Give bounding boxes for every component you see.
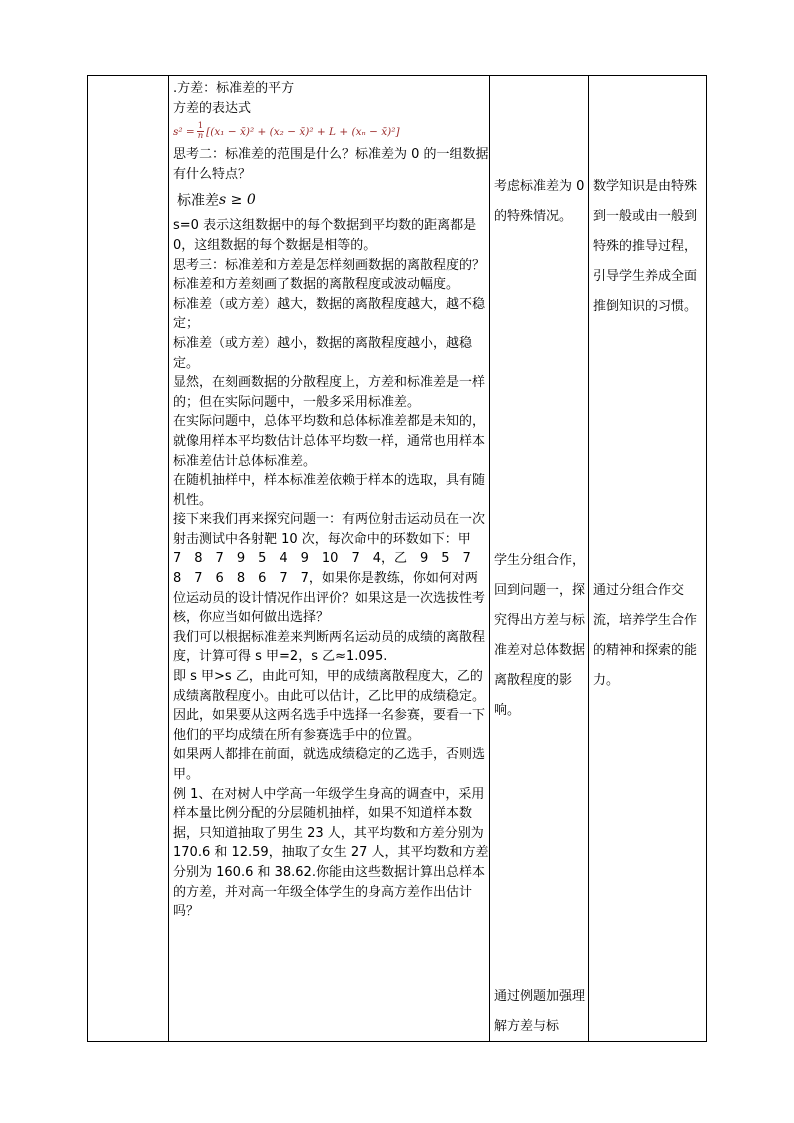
student-activity-cell <box>494 76 586 1041</box>
content-paragraph: 思考二：标准差的范围是什么？标准差为 0 的一组数据有什么特点？ <box>173 147 489 182</box>
inequality-label: 标准差 <box>177 193 219 210</box>
design-intent-text: 通过分组合作交流，培养学生合作的精神和探索的能力。 <box>593 583 698 688</box>
formula-sum: [(x₁ − x̄)² + (x₂ − x̄)² + L + (xₙ − x̄)²] <box>206 125 400 138</box>
fraction-denominator: n <box>197 131 204 142</box>
content-paragraph: 我们可以根据标准差来判断两名运动员的成绩的离散程度，计算可得 s 甲=2，s 乙≈1.095. <box>173 629 486 665</box>
student-activity-text: 考虑标准差为 0 的特殊情况。 <box>494 179 585 224</box>
design-intent-text: 数学知识是由特殊到一般或由一般到特殊的推导过程，引导学生养成全面推倒知识的习惯。 <box>593 179 698 314</box>
content-paragraph: 即 s 甲>s 乙，由此可知，甲的成绩离散程度大，乙的成绩离散程度小。由此可以估计，乙比甲的成绩稳定。 <box>173 669 486 704</box>
student-activity-text: 学生分组合作，回到问题一，探究得出方差与标准差对总体数据离散程度的影响。 <box>494 553 586 718</box>
content-paragraph: 标准差（或方差）越小，数据的离散程度越小，越稳定。 <box>173 335 473 371</box>
content-paragraph: 思考三：标准差和方差是怎样刻画数据的离散程度的？ <box>173 257 486 273</box>
variance-formula <box>173 118 489 145</box>
std-inequality <box>177 184 489 216</box>
content-paragraph: 接下来我们再来探究问题一：有两位射击运动员在一次射击测试中各射靶 10 次，每次命中的环数如下：甲 7 8 7 9 5 4 9 10 7 4，乙 9 5 7 8 7 6 8 6 7 7，如果你是教练，你如何对两位运动员的设计情况作出评价？如果这是一次选拔性考核，你应当如何做出选择？ <box>173 512 486 626</box>
inequality-math: s ≥ 0 <box>219 192 256 209</box>
student-activity-text: 通过例题加强理解方差与标 <box>494 989 586 1034</box>
content-paragraph: 在实际问题中，总体平均数和总体标准差都是未知的，就像用样本平均数估计总体平均数一样，通常也用样本标准差估计总体标准差。 <box>173 414 486 469</box>
content-paragraph: s=0 表示这组数据中的每个数据到平均数的距离都是 0，这组数据的每个数据是相等的。 <box>173 218 477 253</box>
content-paragraph: 在随机抽样中，样本标准差依赖于样本的选取，具有随机性。 <box>173 473 486 508</box>
content-paragraph: 如果两人都排在前面，就选成绩稳定的乙选手，否则选甲。 <box>173 747 486 782</box>
formula-lhs: s² = <box>173 125 195 138</box>
teaching-content-cell <box>173 76 489 1041</box>
content-paragraph: .方差：标准差的平方 <box>173 81 295 96</box>
fraction-numerator: 1 <box>197 121 204 132</box>
formula-fraction <box>197 122 204 141</box>
content-paragraph: 显然，在刻画数据的分散程度上，方差和标准差是一样的；但在实际问题中，一般多采用标准差。 <box>173 375 486 410</box>
column-divider <box>588 76 589 1041</box>
design-intent-cell <box>593 76 705 1041</box>
column-divider <box>168 76 169 1041</box>
content-paragraph: 标准差和方差刻画了数据的离散程度或波动幅度。 <box>173 277 460 293</box>
content-paragraph: 标准差（或方差）越大，数据的离散程度越大，越不稳定； <box>173 296 486 332</box>
content-paragraph: 例 1、在对树人中学高一年级学生身高的调查中，采用样本量比例分配的分层随机抽样，如果不知道样本数据，只知道抽取了男生 23 人，其平均数和方差分别为 170.6 和 12.59，抽取了女生 27 人，其平均数和方差分别为 160.6 和 38.62.你能由这些数据计算出总样本的方差，并对高一年级全体学生的身高方差作出估计吗？ <box>173 786 489 920</box>
content-paragraph: 因此，如果要从这两名选手中选择一名参赛，要看一下他们的平均成绩在所有参赛选手中的位置。 <box>173 708 486 743</box>
lesson-table <box>87 75 707 1042</box>
column-divider <box>489 76 490 1041</box>
content-paragraph: 方差的表达式 <box>173 100 252 116</box>
